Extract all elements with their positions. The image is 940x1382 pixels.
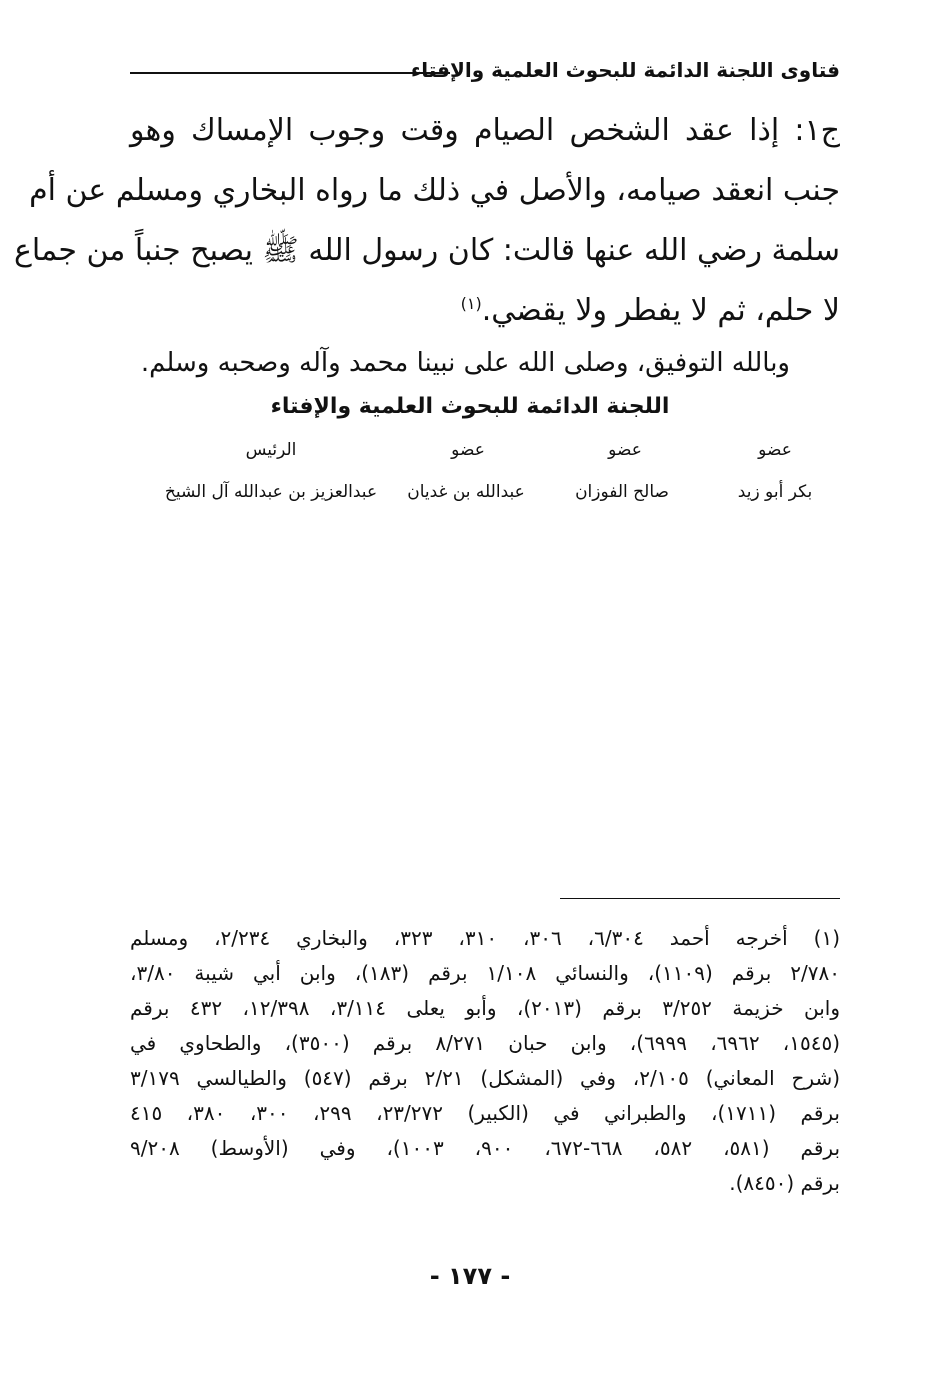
signatory-name-4: عبدالعزيز بن عبدالله آل الشيخ	[164, 482, 378, 502]
answer-line-4	[130, 293, 840, 328]
footnote-line-1: (١) أخرجه أحمد ٦/٣٠٤، ٣٠٦، ٣١٠، ٣٢٣، والبخاري ٢/٢٣٤، ومسلم	[130, 926, 841, 950]
page-number: - ١٧٧ -	[429, 1262, 511, 1290]
signatory-role-4: الرئيس	[245, 440, 297, 460]
footnote-reference: (١)	[460, 294, 482, 313]
answer-line-2: جنب انعقد صيامه، والأصل في ذلك ما رواه البخاري ومسلم عن أم	[29, 173, 840, 208]
running-header-title: فتاوى اللجنة الدائمة للبحوث العلمية والإفتاء	[411, 58, 840, 82]
signatory-name-1: بكر أبو زيد	[737, 482, 813, 502]
signatory-role-3: عضو	[451, 440, 485, 460]
answer-line-4-text: لا حلم، ثم لا يفطر ولا يقضي.	[481, 293, 840, 328]
footnote-line-3: وابن خزيمة ٣/٢٥٢ برقم (٢٠١٣)، وأبو يعلى ٣/١١٤، ١٢/٣٩٨، ٤٣٢ برقم	[130, 996, 841, 1020]
footnote-line-7: برقم (٥٨١، ٥٨٢، ٦٦٨-٦٧٢، ٩٠٠، ١٠٠٣)، وفي (الأوسط) ٩/٢٠٨	[130, 1136, 841, 1160]
answer-line-1: ج١: إذا عقد الشخص الصيام وقت وجوب الإمساك وهو	[130, 113, 840, 148]
footnote-line-2: ٢/٧٨٠ برقم (١١٠٩)، والنسائي ١/١٠٨ برقم (١٨٣)، وابن أبي شيبة ٣/٨٠،	[130, 961, 840, 985]
header-rule	[130, 72, 450, 74]
signatory-role-2: عضو	[608, 440, 642, 460]
footnote-separator	[560, 898, 840, 899]
committee-title: اللجنة الدائمة للبحوث العلمية والإفتاء	[270, 394, 670, 419]
signatory-name-2: صالح الفوزان	[575, 482, 669, 502]
footnote-line-6: برقم (١٧١١)، والطبراني في (الكبير) ٢٣/٢٧٢، ٢٩٩، ٣٠٠، ٣٨٠، ٤١٥	[130, 1101, 840, 1125]
signatory-role-1: عضو	[758, 440, 792, 460]
closing-prayer: وبالله التوفيق، وصلى الله على نبينا محمد وآله وصحبه وسلم.	[140, 348, 790, 378]
answer-line-3: سلمة رضي الله عنها قالت: كان رسول الله ﷺ يصبح جنباً من جماع	[13, 233, 840, 268]
footnote-line-4: (١٥٤٥، ٦٩٦٢، ٦٩٩٩)، وابن حبان ٨/٢٧١ برقم (٣٥٠٠)، والطحاوي في	[130, 1031, 841, 1055]
footnote-line-8: برقم (٨٤٥٠).	[729, 1171, 840, 1195]
signatory-name-3: عبدالله بن غديان	[407, 482, 525, 502]
footnote-line-5: (شرح المعاني) ٢/١٠٥، وفي (المشكل) ٢/٢١ برقم (٥٤٧) والطيالسي ٣/١٧٩	[130, 1066, 841, 1090]
